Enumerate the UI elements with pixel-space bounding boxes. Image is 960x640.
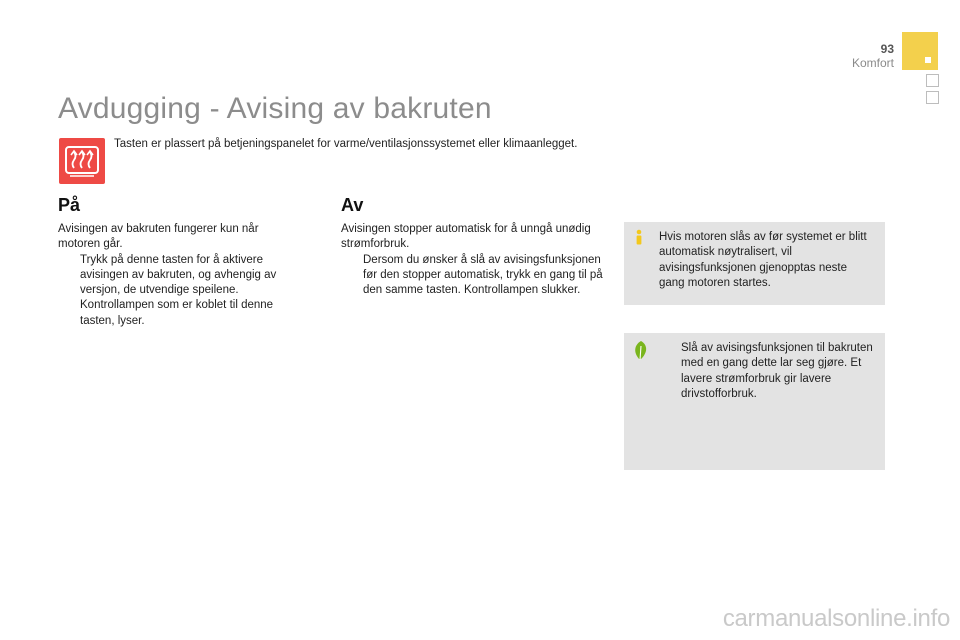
watermark: carmanualsonline.info: [722, 605, 950, 632]
info-note-box: [624, 222, 885, 305]
on-bullet-text: Trykk på denne tasten for å aktivere avisingen av bakruten, og avhengig av versjon, de utvendige speilene. Kontrollampen som er koblet til denne tasten, lyser.: [80, 253, 277, 327]
rear-defrost-button-icon: [59, 138, 105, 184]
info-icon: [632, 229, 646, 250]
section-tab-active[interactable]: [902, 32, 938, 70]
tab-dot: [925, 57, 931, 63]
intro-text: Tasten er plassert på betjeningspanelet for varme/ventilasjonssystemet eller klimaanlegget.: [114, 138, 578, 150]
off-text: Avisingen stopper automatisk for å unngå unødig strømforbruk.: [341, 223, 591, 251]
off-bullet: [341, 253, 603, 299]
leaf-icon: [632, 340, 650, 367]
page-number: 93: [880, 42, 894, 56]
eco-note-box: [624, 333, 885, 470]
on-text: Avisingen av bakruten fungerer kun når motoren går.: [58, 223, 259, 251]
off-section: [341, 222, 603, 298]
eco-note-text: Slå av avisingsfunksjonen til bakruten med en gang dette lar seg gjøre. Et lavere strømforbruk gir lavere drivstofforbruk.: [681, 342, 873, 400]
on-bullet: [58, 253, 294, 329]
info-note-text: Hvis motoren slås av før systemet er blitt automatisk nøytralisert, vil avisingsfunksjonen gjenopptas neste gang motoren startes.: [659, 231, 867, 289]
off-heading: Av: [341, 195, 364, 215]
section-label: Komfort: [851, 56, 894, 70]
on-heading: På: [58, 195, 81, 215]
section-tab-2[interactable]: [926, 74, 939, 87]
off-bullet-text: Dersom du ønsker å slå av avisingsfunksjonen før den stopper automatisk, trykk en gang til på den samme tasten. Kontrollampen slukker.: [363, 253, 603, 297]
on-section: [58, 222, 294, 329]
section-tab-3[interactable]: [926, 91, 939, 104]
eco-note-bullet: [659, 341, 881, 402]
page-title: Avdugging - Avising av bakruten: [58, 92, 492, 125]
